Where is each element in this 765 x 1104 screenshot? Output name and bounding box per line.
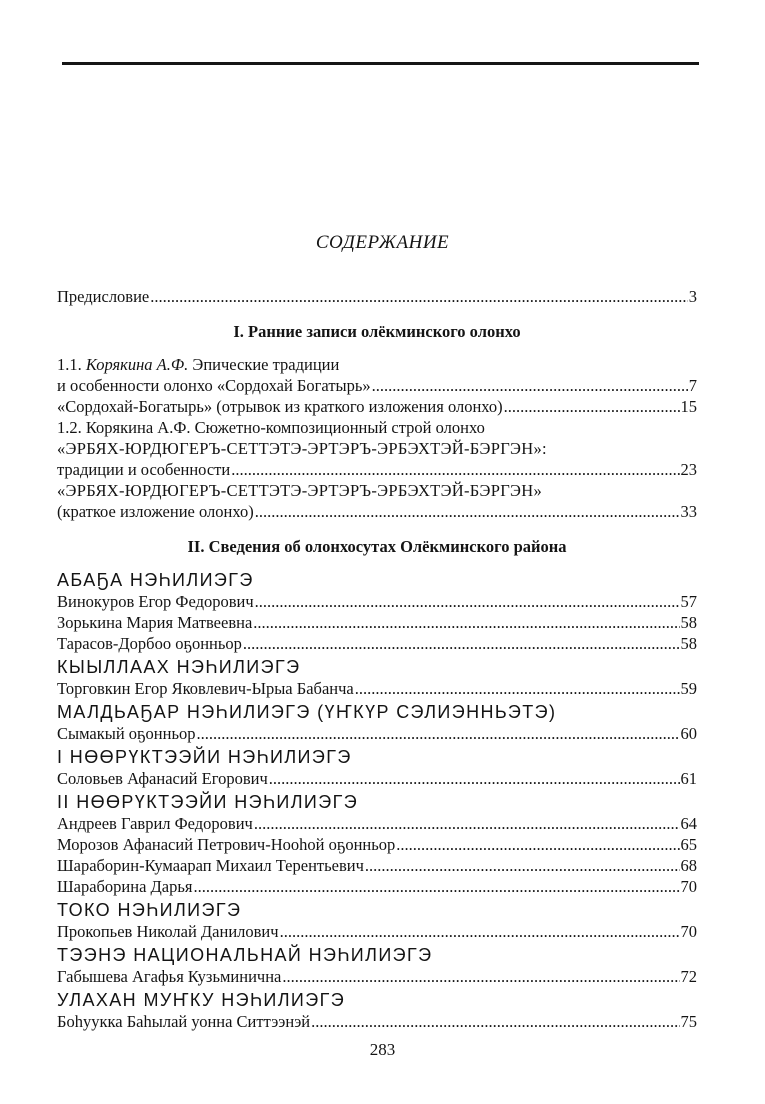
entry-text: Шараборина Дарья <box>57 877 193 896</box>
dot-leader <box>231 459 679 480</box>
toc-entry[interactable] <box>57 768 697 789</box>
entry-text: Сымакый оҕонньор <box>57 724 196 743</box>
entry-page: 70 <box>680 922 697 941</box>
dot-leader <box>255 501 680 522</box>
entry-page: 68 <box>680 856 697 875</box>
group-heading: КЫЫЛЛААХ НЭҺИЛИЭГЭ <box>57 657 301 677</box>
entry-author: Корякина А.Ф. <box>85 355 189 374</box>
dot-leader <box>194 876 680 897</box>
entry-text: Эпические традиции <box>192 355 340 374</box>
page-title: СОДЕРЖАНИЕ <box>315 232 450 253</box>
entry-text: традиции и особенности <box>57 460 231 479</box>
page-number: 283 <box>369 1040 396 1059</box>
toc-entry-summary-line1: «ЭРБЯХ-ЮРДЮГЕРЪ-СЕТТЭТЭ-ЭРТЭРЪ-ЭРБЭХТЭЙ-БЭРГЭН» <box>57 481 543 500</box>
toc-entry[interactable] <box>57 591 697 612</box>
group-heading: УЛАХАН МУҤКУ НЭҺИЛИЭГЭ <box>57 990 346 1010</box>
toc-entry[interactable] <box>57 876 697 897</box>
table-of-contents <box>57 286 697 1032</box>
dot-leader <box>269 768 680 789</box>
toc-entry-summary[interactable] <box>57 501 697 522</box>
toc-entry[interactable] <box>57 855 697 876</box>
entry-page: 70 <box>680 877 697 896</box>
dot-leader <box>280 921 680 942</box>
entry-text: и особенности олонхо «Сордохай Богатырь» <box>57 376 371 395</box>
dot-leader <box>255 591 680 612</box>
group-heading: ТЭЭНЭ НАЦИОНАЛЬНАЙ НЭҺИЛИЭГЭ <box>57 945 433 965</box>
entry-page: 3 <box>688 287 697 306</box>
group-heading: АБАҔА НЭҺИЛИЭГЭ <box>57 570 254 590</box>
entry-page: 58 <box>680 613 697 632</box>
entry-text: Морозов Афанасий Петрович-Нооһой оҕонньор <box>57 835 396 854</box>
dot-leader <box>243 633 680 654</box>
entry-page: 65 <box>680 835 697 854</box>
entry-page: 60 <box>680 724 697 743</box>
dot-leader <box>254 813 680 834</box>
header-rule <box>62 62 699 65</box>
entry-page: 59 <box>680 679 697 698</box>
toc-entry[interactable] <box>57 813 697 834</box>
entry-text: «Сордохай-Богатырь» (отрывок из краткого изложения олонхо) <box>57 397 503 416</box>
section-heading-2: II. Сведения об олонхосутах Олёкминского района <box>187 537 567 556</box>
toc-entry[interactable] <box>57 834 697 855</box>
entry-page: 7 <box>688 376 697 395</box>
entry-text: Соловьев Афанасий Егорович <box>57 769 268 788</box>
toc-entry[interactable] <box>57 678 697 699</box>
toc-entry[interactable] <box>57 723 697 744</box>
toc-entry[interactable] <box>57 921 697 942</box>
entry-text: Торговкин Егор Яковлевич-Ырыа Бабанча <box>57 679 354 698</box>
group-heading: МАЛДЬАҔАР НЭҺИЛИЭГЭ (ҮҤКҮР СЭЛИЭННЬЭТЭ) <box>57 702 557 722</box>
toc-entry[interactable] <box>57 1011 697 1032</box>
dot-leader <box>197 723 680 744</box>
group-heading: I НӨӨРҮКТЭЭЙИ НЭҺИЛИЭГЭ <box>57 747 352 767</box>
toc-entry[interactable] <box>57 612 697 633</box>
entry-text: Андреев Гаврил Федорович <box>57 814 253 833</box>
entry-text: Предисловие <box>57 287 150 306</box>
entry-text: (краткое изложение олонхо) <box>57 502 254 521</box>
dot-leader <box>311 1011 679 1032</box>
toc-entry[interactable] <box>57 633 697 654</box>
dot-leader <box>365 855 680 876</box>
dot-leader <box>372 375 688 396</box>
group-heading: ТОКО НЭҺИЛИЭГЭ <box>57 900 242 920</box>
section-heading-1: I. Ранние записи олёкминского олонхо <box>233 322 521 341</box>
toc-entry-1-2-line1: 1.2. Корякина А.Ф. Сюжетно-композиционный строй олонхо <box>57 418 485 437</box>
toc-entry-1-2[interactable] <box>57 459 697 480</box>
toc-entry-1-2-line2: «ЭРБЯХ-ЮРДЮГЕРЪ-СЕТТЭТЭ-ЭРТЭРЪ-ЭРБЭХТЭЙ-БЭРГЭН»: <box>57 439 547 458</box>
entry-text: Зорькина Мария Матвеевна <box>57 613 253 632</box>
dot-leader <box>396 834 679 855</box>
entry-text: Винокуров Егор Федорович <box>57 592 254 611</box>
dot-leader <box>150 286 688 307</box>
entry-page: 57 <box>680 592 697 611</box>
dot-leader <box>282 966 679 987</box>
entry-page: 23 <box>680 460 697 479</box>
toc-entry-sordokhai-excerpt[interactable] <box>57 396 697 417</box>
dot-leader <box>253 612 679 633</box>
group-heading: II НӨӨРҮКТЭЭЙИ НЭҺИЛИЭГЭ <box>57 792 359 812</box>
dot-leader <box>355 678 680 699</box>
dot-leader <box>504 396 680 417</box>
toc-entry-1-1[interactable] <box>57 375 697 396</box>
entry-number: 1.1. <box>57 355 82 374</box>
entry-page: 15 <box>680 397 697 416</box>
toc-entry[interactable] <box>57 966 697 987</box>
entry-page: 75 <box>680 1012 697 1031</box>
toc-entry-1-1-line1 <box>57 354 697 375</box>
entry-page: 72 <box>680 967 697 986</box>
entry-text: Боһуукка Баһылай уонна Ситтээнэй <box>57 1012 311 1031</box>
entry-text: Тарасов-Дорбоо оҕонньор <box>57 634 242 653</box>
entry-page: 33 <box>680 502 697 521</box>
entry-page: 64 <box>680 814 697 833</box>
entry-text: Габышева Агафья Кузьминична <box>57 967 282 986</box>
entry-text: Шараборин-Кумаарап Михаил Терентьевич <box>57 856 364 875</box>
entry-page: 61 <box>680 769 697 788</box>
entry-text: Прокопьев Николай Данилович <box>57 922 279 941</box>
toc-entry-preface[interactable] <box>57 286 697 307</box>
entry-page: 58 <box>680 634 697 653</box>
